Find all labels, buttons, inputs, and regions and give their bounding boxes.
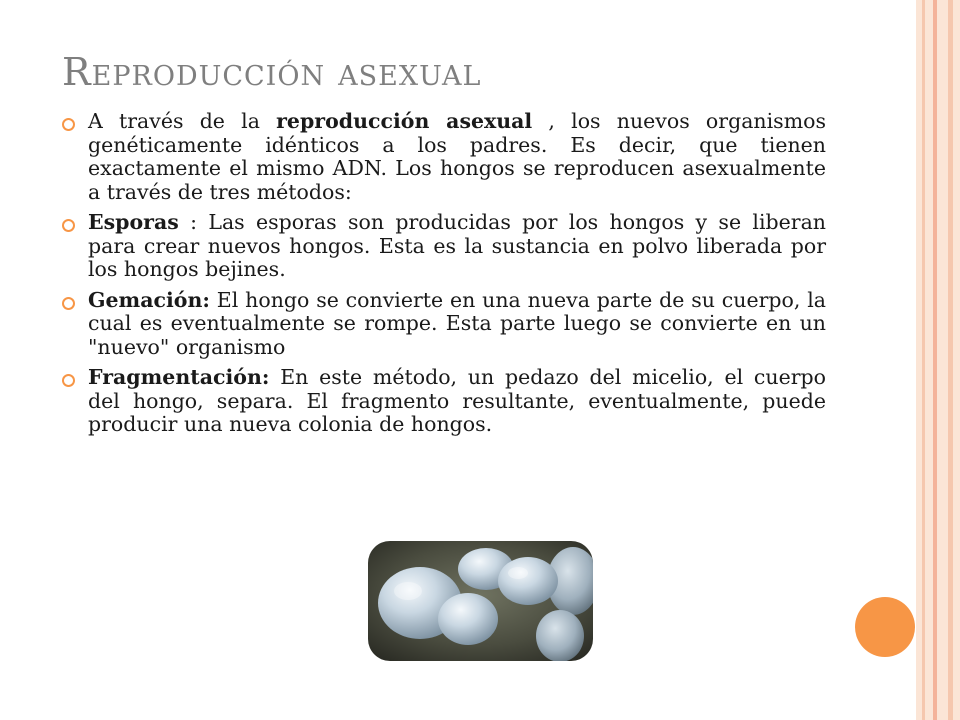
bullet-bold-term: Gemación: — [88, 287, 210, 312]
bullet-item-fragmentacion — [62, 366, 826, 437]
decorative-side-stripes — [916, 0, 960, 720]
bullet-item-intro — [62, 110, 826, 204]
slide-title: Reproducción asexual — [62, 50, 482, 94]
yeast-cells-image — [368, 541, 593, 661]
bullet-bold-term: reproducción asexual — [276, 109, 533, 133]
bullet-item-gemacion — [62, 289, 826, 360]
bullet-text: Fragmentación: En este método, un pedazo del micelio, el cuerpo del hongo, separa. El fragmento resultante, eventualmente, puede producir una nueva colonia de hongos. — [88, 365, 826, 436]
ring-bullet-icon — [62, 118, 75, 131]
bullet-text: Esporas : Las esporas son producidas por los hongos y se liberan para crear nuevos hongos. Esta es la sustancia en polvo liberada por los hongos bejines. — [88, 210, 826, 281]
yeast-micrograph-graphic — [368, 541, 593, 661]
bullet-text: Gemación: El hongo se convierte en una nueva parte de su cuerpo, la cual es eventualmente se rompe. Esta parte luego se convierte en un "nuevo" organismo — [88, 287, 826, 359]
decorative-orange-circle — [855, 597, 915, 657]
bullet-item-esporas — [62, 211, 826, 282]
bullet-bold-term: Esporas — [88, 210, 179, 234]
bullet-bold-term: Fragmentación: — [88, 365, 270, 389]
ring-bullet-icon — [62, 219, 75, 232]
ring-bullet-icon — [62, 374, 75, 387]
bullet-text: A través de la reproducción asexual , los nuevos organismos genéticamente idénticos a los padres. Es decir, que tienen exactamente el mismo ADN. Los hongos se reproducen asexualmente a través de tres métodos: — [88, 109, 826, 204]
bullet-list — [62, 110, 826, 444]
ring-bullet-icon — [62, 297, 75, 310]
